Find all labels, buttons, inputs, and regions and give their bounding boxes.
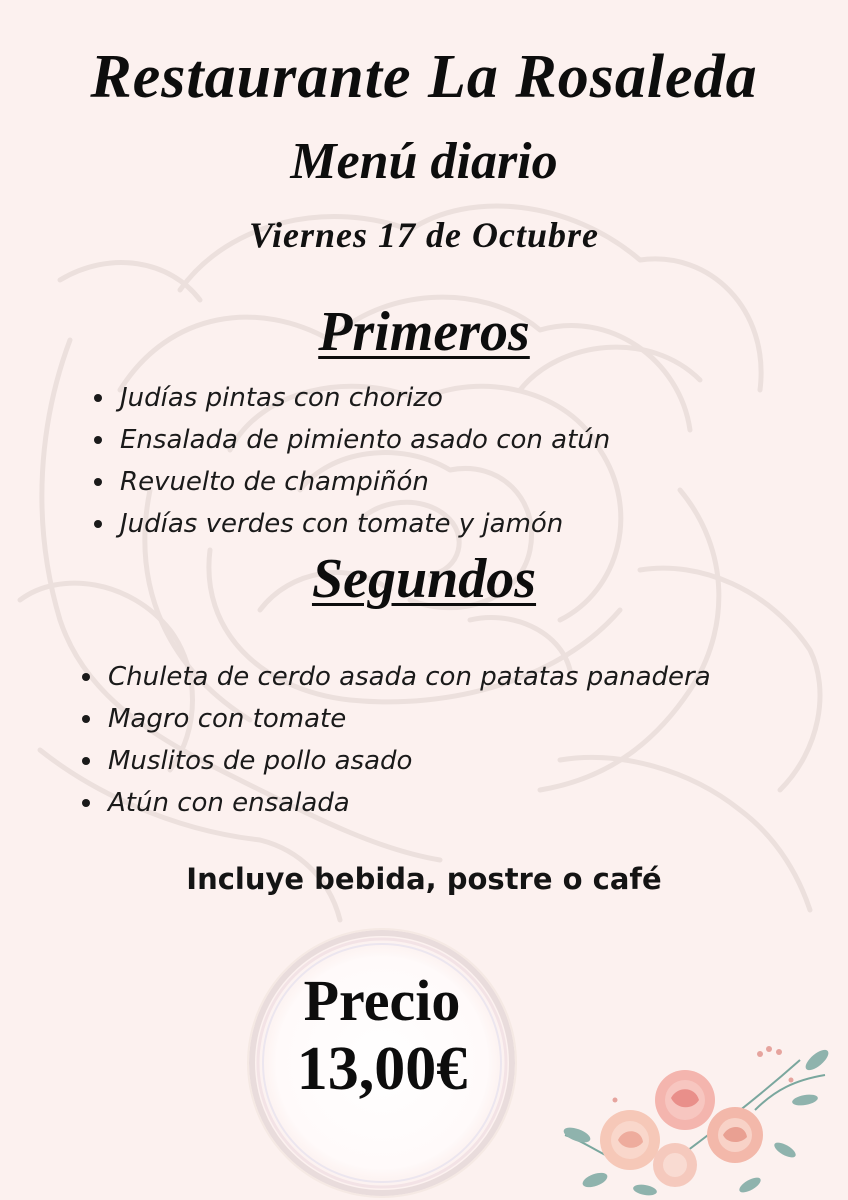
dish-name: Revuelto de champiñón (120, 467, 429, 497)
dish-name: Chuleta de cerdo asada con patatas panadera (108, 662, 711, 692)
dish-list-segundos (108, 656, 711, 824)
dish-name: Judías pintas con chorizo (120, 383, 443, 413)
dish-name: Magro con tomate (108, 704, 347, 734)
list-item (108, 698, 711, 740)
bullet-dot-icon (82, 673, 90, 681)
list-item (108, 656, 711, 698)
includes-note: Incluye bebida, postre o café (186, 862, 662, 896)
menu-date: Viernes 17 de Octubre (249, 215, 599, 255)
price-value: 13,00€ (296, 1035, 468, 1103)
restaurant-name: Restaurante La Rosaleda (90, 43, 758, 111)
list-item (120, 461, 610, 503)
section-title-primeros-text: Primeros (318, 301, 530, 363)
section-title-segundos-text: Segundos (311, 548, 537, 610)
dish-name: Judías verdes con tomate y jamón (120, 509, 564, 539)
dish-list-primeros (120, 377, 610, 545)
dish-name: Muslitos de pollo asado (108, 746, 413, 776)
price-label: Precio (303, 968, 461, 1033)
dish-name: Ensalada de pimiento asado con atún (120, 425, 611, 455)
list-item (120, 419, 610, 461)
bullet-dot-icon (82, 715, 90, 723)
list-item (120, 503, 610, 545)
bullet-dot-icon (94, 394, 102, 402)
dish-name: Atún con ensalada (108, 788, 350, 818)
list-item (108, 740, 711, 782)
menu-title: Menú diario (290, 133, 558, 190)
bullet-dot-icon (82, 799, 90, 807)
bullet-dot-icon (82, 757, 90, 765)
bullet-dot-icon (94, 436, 102, 444)
section-title-segundos (0, 547, 848, 611)
list-item (120, 377, 610, 419)
bullet-dot-icon (94, 520, 102, 528)
bullet-dot-icon (94, 478, 102, 486)
list-item (108, 782, 711, 824)
flower-bouquet-icon (555, 1040, 848, 1200)
section-title-primeros (0, 300, 848, 364)
